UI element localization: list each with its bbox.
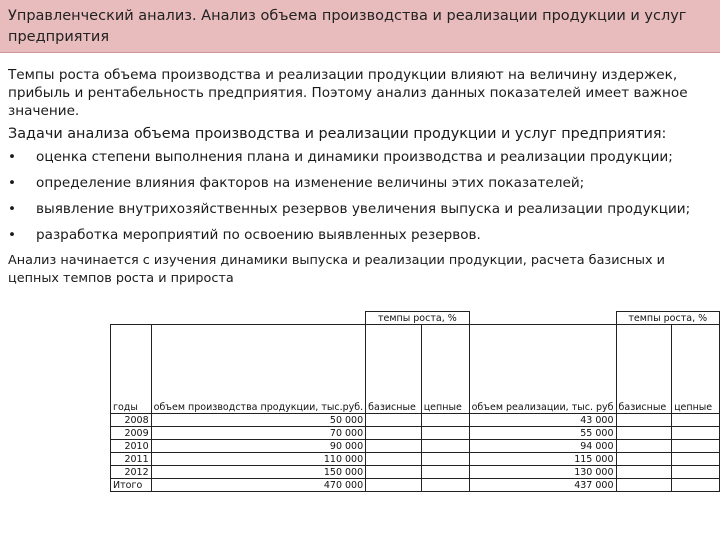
basic-rate-cell — [616, 479, 672, 492]
table-group-header-row — [111, 312, 720, 325]
chain-rate-cell — [672, 466, 720, 479]
basic-rate-cell — [366, 427, 422, 440]
col-header-chain-2: цепные — [672, 325, 720, 414]
sales-cell: 94 000 — [469, 440, 616, 453]
chain-rate-cell — [672, 440, 720, 453]
growth-rates-table-wrapper — [110, 311, 720, 492]
chain-rate-cell — [421, 466, 469, 479]
basic-rate-cell — [366, 479, 422, 492]
slide-header — [0, 0, 720, 53]
year-cell: 2009 — [111, 427, 152, 440]
growth-rates-table — [110, 311, 720, 492]
total-production-cell: 470 000 — [151, 479, 366, 492]
chain-rate-cell — [672, 427, 720, 440]
basic-rate-cell — [366, 440, 422, 453]
intro-paragraph: Темпы роста объема производства и реализации продукции влияют на величину издержек, прибыль и рентабельность предприятия. Поэтому анализ данных показателей имеет важное значение. — [8, 67, 688, 119]
task-item — [8, 200, 712, 226]
basic-rate-cell — [366, 414, 422, 427]
slide-title: Управленческий анализ. Анализ объема производства и реализации продукции и услуг предприятия — [8, 8, 687, 45]
chain-rate-cell — [421, 440, 469, 453]
sales-cell: 115 000 — [469, 453, 616, 466]
total-label-cell: Итого — [111, 479, 152, 492]
task-item — [8, 174, 712, 200]
task-text: разработка мероприятий по освоению выявленных резервов. — [36, 227, 481, 243]
production-cell: 150 000 — [151, 466, 366, 479]
basic-rate-cell — [616, 453, 672, 466]
col-header-chain-1: цепные — [421, 325, 469, 414]
chain-rate-cell — [421, 453, 469, 466]
total-sales-cell: 437 000 — [469, 479, 616, 492]
empty-cell — [469, 312, 616, 325]
task-text: определение влияния факторов на изменение величины этих показателей; — [36, 175, 585, 191]
sales-cell: 55 000 — [469, 427, 616, 440]
bullet-icon: • — [8, 149, 17, 165]
task-text: выявление внутрихозяйственных резервов увеличения выпуска и реализации продукции; — [36, 201, 691, 217]
col-header-basic-2: базисные — [616, 325, 672, 414]
tasks-title: Задачи анализа объема производства и реализации продукции и услуг предприятия: — [8, 126, 667, 142]
year-cell: 2010 — [111, 440, 152, 453]
table-column-header-row — [111, 325, 720, 414]
chain-rate-cell — [421, 479, 469, 492]
production-cell: 50 000 — [151, 414, 366, 427]
slide-content — [8, 66, 712, 288]
table-row — [111, 440, 720, 453]
bullet-icon: • — [8, 227, 17, 243]
chain-rate-cell — [421, 414, 469, 427]
table-row — [111, 466, 720, 479]
task-item — [8, 226, 712, 252]
chain-rate-cell — [672, 414, 720, 427]
sales-cell: 130 000 — [469, 466, 616, 479]
bullet-icon: • — [8, 175, 17, 191]
basic-rate-cell — [616, 440, 672, 453]
chain-rate-cell — [421, 427, 469, 440]
year-cell: 2011 — [111, 453, 152, 466]
growth-rates-header-2: темпы роста, % — [616, 312, 719, 325]
chain-rate-cell — [672, 479, 720, 492]
basic-rate-cell — [366, 453, 422, 466]
table-row — [111, 453, 720, 466]
col-header-basic-1: базисные — [366, 325, 422, 414]
production-cell: 70 000 — [151, 427, 366, 440]
empty-cell — [111, 312, 152, 325]
basic-rate-cell — [616, 414, 672, 427]
table-total-row — [111, 479, 720, 492]
basic-rate-cell — [366, 466, 422, 479]
empty-cell — [151, 312, 366, 325]
task-text: оценка степени выполнения плана и динамики производства и реализации продукции; — [36, 149, 673, 165]
task-item — [8, 148, 712, 174]
year-cell: 2012 — [111, 466, 152, 479]
year-cell: 2008 — [111, 414, 152, 427]
production-cell: 110 000 — [151, 453, 366, 466]
chain-rate-cell — [672, 453, 720, 466]
growth-rates-header-1: темпы роста, % — [366, 312, 469, 325]
basic-rate-cell — [616, 466, 672, 479]
sales-cell: 43 000 — [469, 414, 616, 427]
col-header-sales: объем реализации, тыс. руб — [469, 325, 616, 414]
production-cell: 90 000 — [151, 440, 366, 453]
analysis-paragraph: Анализ начинается с изучения динамики выпуска и реализации продукции, расчета базисных и цепных темпов роста и прироста — [8, 253, 665, 286]
col-header-years: годы — [111, 325, 152, 414]
table-row — [111, 427, 720, 440]
bullet-icon: • — [8, 201, 17, 217]
col-header-production: объем производства продукции, тыс.руб. — [151, 325, 366, 414]
table-row — [111, 414, 720, 427]
basic-rate-cell — [616, 427, 672, 440]
